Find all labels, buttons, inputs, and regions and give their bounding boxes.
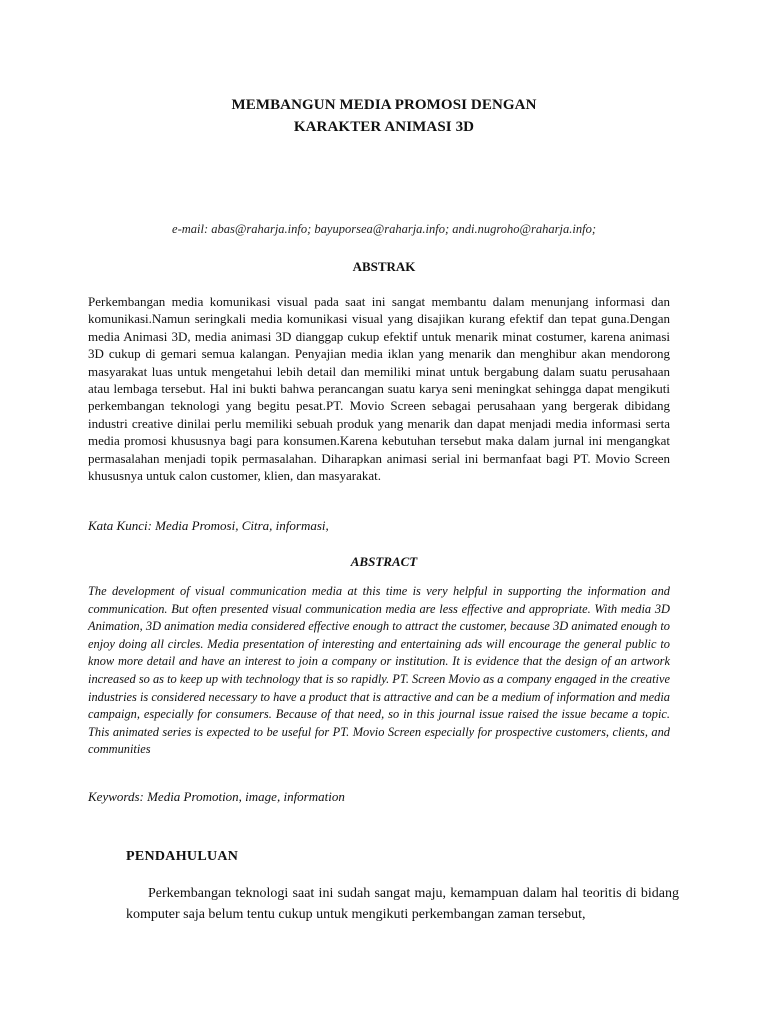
keywords-english: Keywords: Media Promotion, image, information xyxy=(88,789,345,804)
title-line-1: MEMBANGUN MEDIA PROMOSI DENGAN xyxy=(231,97,537,113)
abstract-heading: ABSTRACT xyxy=(350,554,418,569)
paper-title xyxy=(0,94,768,138)
abstrak-paragraph: Perkembangan media komunikasi visual pada saat ini sangat membantu dalam menunjang informasi dan komunikasi.Namun seringkali media komunikasi visual yang disajikan kurang efektif dan tepat guna.Dengan media Animasi 3D, media animasi 3D dianggap cukup efektif untuk menarik minat costumer, karena animasi 3D cukup di gemari semua kalangan. Penyajian media iklan yang menarik dan menghibur akan mendorong masyarakat luas untuk mengetahui lebih detail dan memiliki minat untuk bergabung dalam suatu perusahaan atau lembaga tersebut. Hal ini bukti bahwa perancangan suatu karya seni meningkat sehingga dapat mengikuti perkembangan teknologi yang begitu pesat.PT. Movio Screen sebagai perusahaan yang bergerak dibidang industri creative dinilai perlu memiliki sebuah produk yang menarik dan dapat menjadi media informasi serta media promosi khususnya bagi para konsumen.Karena kebutuhan tersebut maka dalam jurnal ini mengangkat permasalahan menjadi topik permasalahan. Diharapkan animasi serial ini bermanfaat bagi PT. Movio Screen khususnya untuk calon customer, klien, dan masyarakat. xyxy=(88,294,670,484)
abstrak-heading: ABSTRAK xyxy=(352,259,416,274)
pendahuluan-paragraph: Perkembangan teknologi saat ini sudah sangat maju, kemampuan dalam hal teoritis di bidang komputer saja belum tentu cukup untuk mengikuti perkembangan zaman tersebut, xyxy=(126,886,679,922)
title-line-2: KARAKTER ANIMASI 3D xyxy=(293,119,475,135)
pendahuluan-heading: PENDAHULUAN xyxy=(126,849,239,864)
abstract-paragraph: The development of visual communication media at this time is very helpful in supporting the information and communication. But often presented visual communication media are less effective and appropriate. With media 3D Animation, 3D animation media considered effective enough to attract the customer, because 3D animated enough to enjoy doing all circles. Media presentation of interesting and entertaining ads will encourage the general public to know more detail and have an interest to join a company or institution. It is evidence that the design of an artwork increased so as to keep up with technology that is so rapidly. PT. Screen Movio as a company engaged in the creative industries is considered necessary to have a product that is attractive and can be a medium of information and media campaign, especially for consumers. Because of that need, so in this journal issue raised the issue became a topic. This animated series is expected to be useful for PT. Movio Screen especially for prospective customers, clients, and communities xyxy=(88,584,670,757)
kata-kunci: Kata Kunci: Media Promosi, Citra, informasi, xyxy=(88,518,329,533)
author-emails: e-mail: abas@raharja.info; bayuporsea@raharja.info; andi.nugroho@raharja.info; xyxy=(172,222,596,236)
